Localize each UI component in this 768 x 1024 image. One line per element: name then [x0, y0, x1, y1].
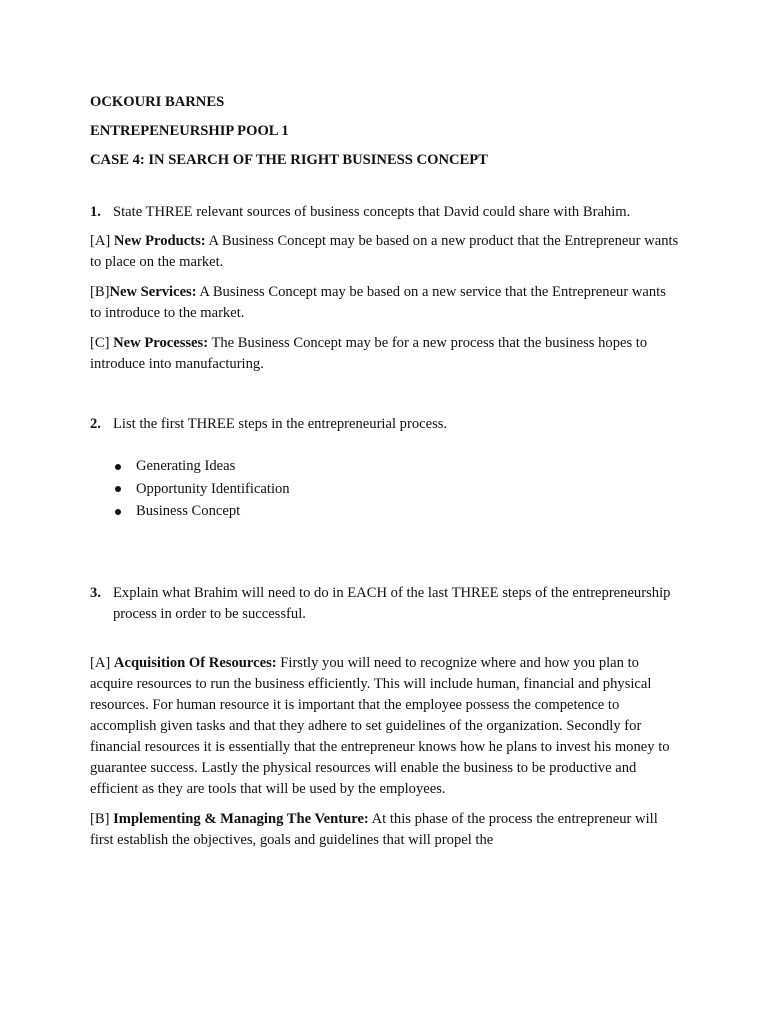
- answer-body: A Business Concept may be based on a new service that the Entrepreneur wants to introduce to the market.: [90, 284, 666, 321]
- list-item: [90, 479, 680, 502]
- bullet-icon: [115, 509, 121, 515]
- answer-prefix: [A]: [90, 233, 114, 249]
- case-title: CASE 4: IN SEARCH OF THE RIGHT BUSINESS CONCEPT: [90, 152, 488, 168]
- answer-paragraph: [90, 653, 680, 800]
- document-content: [90, 92, 680, 860]
- author-name: OCKOURI BARNES: [90, 94, 225, 110]
- answer-body: The Business Concept may be for a new process that the business hopes to introduce into manufacturing.: [90, 335, 648, 372]
- answer-paragraph: [90, 282, 680, 324]
- question-text: State THREE relevant sources of business concepts that David could share with Brahim.: [113, 204, 631, 220]
- answer-term: New Processes:: [113, 335, 209, 351]
- answer-prefix: [A]: [90, 654, 114, 671]
- course-title: ENTREPENEURSHIP POOL 1: [90, 123, 289, 139]
- list-item-text: Generating Ideas: [136, 458, 236, 474]
- question-3: [90, 583, 680, 625]
- list-item: [90, 456, 680, 479]
- answer-body: At this phase of the process the entrepreneur will first establish the objectives, goals and guidelines that will propel the: [90, 810, 658, 848]
- answer-prefix: [C]: [90, 335, 114, 351]
- answer-body: A Business Concept may be based on a new product that the Entrepreneur wants to place on the market.: [90, 233, 679, 270]
- answer-term: New Products:: [113, 233, 206, 249]
- question-2: [90, 414, 680, 435]
- question-number: 2.: [90, 416, 101, 432]
- answer-prefix: [B]: [90, 284, 110, 300]
- question-number: 1.: [90, 204, 101, 220]
- answer-body: Firstly you will need to recognize where and how you plan to acquire resources to run the business efficiently. This will include human, financial and physical resources. For human resource it is important that the employee possess the competence to accomplish given tasks and that they adhere to set guidelines of the organization. Secondly for financial resources it is essentially that the entrepreneur knows how he plans to invest his money to guarantee success. Lastly the physical resources will enable the business to be productive and efficient as they are tools that will be used by the employees.: [90, 654, 670, 797]
- answer-paragraph: [90, 231, 680, 273]
- steps-list: [90, 456, 680, 524]
- bullet-icon: [115, 486, 121, 492]
- answer-paragraph: [90, 333, 680, 375]
- answer-term: Implementing & Managing The Venture:: [113, 810, 369, 827]
- answer-paragraph: [90, 809, 680, 851]
- question-1: [90, 202, 680, 223]
- answer-term: New Services:: [109, 284, 197, 300]
- bullet-icon: [115, 464, 121, 470]
- list-item: [90, 501, 680, 524]
- list-item-text: Business Concept: [136, 503, 241, 519]
- answer-prefix: [B]: [90, 810, 114, 827]
- list-item-text: Opportunity Identification: [136, 480, 290, 497]
- answer-term: Acquisition Of Resources:: [113, 654, 277, 671]
- question-number: 3.: [90, 584, 101, 601]
- question-text: List the first THREE steps in the entrepreneurial process.: [113, 416, 448, 432]
- question-text: Explain what Brahim will need to do in EACH of the last THREE steps of the entrepreneurship process in order to be successful.: [113, 584, 671, 622]
